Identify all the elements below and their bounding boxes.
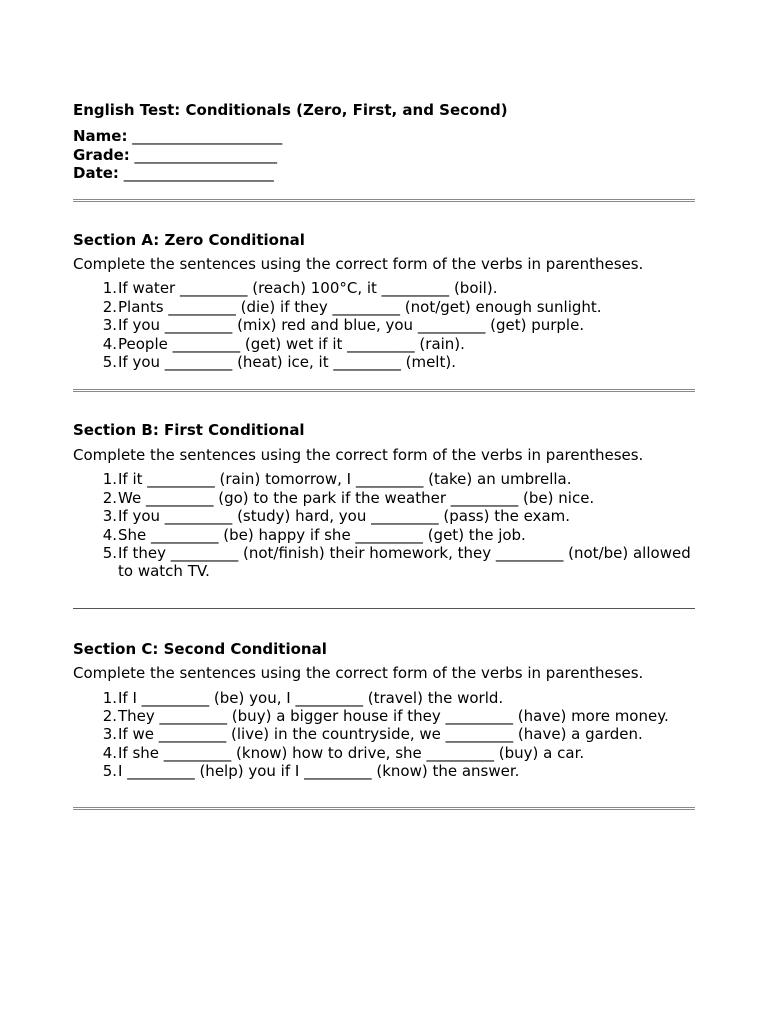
item-number: 3. (102, 725, 117, 744)
list-item (73, 725, 695, 743)
item-text: If they _________ (not/finish) their homework, they _________ (not/be) allowed to watch TV. (118, 543, 691, 581)
name-blank: ____________________ (132, 127, 283, 146)
divider (73, 608, 695, 609)
item-number: 1. (102, 470, 117, 489)
list-item (73, 353, 695, 371)
section-instructions: Complete the sentences using the correct form of the verbs in parentheses. (73, 445, 644, 464)
question-list (73, 470, 695, 580)
list-item (73, 489, 695, 507)
item-text: If she _________ (know) how to drive, she _________ (buy) a car. (118, 743, 585, 762)
section-heading: Section B: First Conditional (73, 421, 305, 440)
item-number: 4. (102, 334, 117, 353)
section-heading: Section A: Zero Conditional (73, 230, 305, 249)
list-item (73, 707, 695, 725)
list-item (73, 507, 695, 525)
item-text: If I _________ (be) you, I _________ (travel) the world. (118, 688, 504, 707)
item-text: If it _________ (rain) tomorrow, I _________ (take) an umbrella. (118, 470, 572, 489)
list-item (73, 689, 695, 707)
item-number: 2. (102, 297, 117, 316)
list-item (73, 279, 695, 297)
item-number: 5. (102, 762, 117, 781)
list-item (73, 544, 695, 581)
name-field (73, 127, 695, 145)
section-instructions: Complete the sentences using the correct form of the verbs in parentheses. (73, 664, 644, 683)
question-list (73, 279, 695, 371)
date-label: Date: (73, 164, 119, 183)
list-item (73, 335, 695, 353)
divider (73, 199, 695, 202)
item-number: 4. (102, 743, 117, 762)
document-body (73, 101, 695, 810)
item-number: 1. (102, 688, 117, 707)
item-text: If you _________ (heat) ice, it _________ (melt). (118, 353, 456, 372)
divider (73, 807, 695, 810)
item-number: 4. (102, 525, 117, 544)
item-text: If we _________ (live) in the countryside, we _________ (have) a garden. (118, 725, 643, 744)
item-text: Plants _________ (die) if they _________ (not/get) enough sunlight. (118, 297, 602, 316)
list-item (73, 762, 695, 780)
item-text: She _________ (be) happy if she _________ (get) the job. (118, 525, 526, 544)
divider (73, 389, 695, 392)
list-item (73, 298, 695, 316)
grade-label: Grade: (73, 145, 130, 164)
item-number: 3. (102, 507, 117, 526)
date-blank: ____________________ (123, 164, 274, 183)
item-number: 3. (102, 316, 117, 335)
item-number: 1. (102, 279, 117, 298)
grade-blank: ___________________ (134, 145, 278, 164)
item-number: 2. (102, 488, 117, 507)
item-number: 5. (102, 543, 117, 562)
item-text: They _________ (buy) a bigger house if they _________ (have) more money. (118, 706, 669, 725)
section-heading: Section C: Second Conditional (73, 639, 327, 658)
item-text: If water _________ (reach) 100°C, it _________ (boil). (118, 279, 498, 298)
section-a (73, 231, 695, 372)
item-number: 5. (102, 353, 117, 372)
list-item (73, 526, 695, 544)
page-title: English Test: Conditionals (Zero, First, and Second) (73, 101, 508, 119)
item-text: I _________ (help) you if I _________ (know) the answer. (118, 762, 520, 781)
item-text: If you _________ (study) hard, you _________ (pass) the exam. (118, 507, 571, 526)
question-list (73, 689, 695, 781)
name-label: Name: (73, 127, 128, 146)
date-field (73, 164, 695, 182)
item-text: People _________ (get) wet if it _________ (rain). (118, 334, 465, 353)
item-text: If you _________ (mix) red and blue, you _________ (get) purple. (118, 316, 585, 335)
section-c (73, 640, 695, 781)
section-instructions: Complete the sentences using the correct form of the verbs in parentheses. (73, 255, 644, 274)
item-number: 2. (102, 706, 117, 725)
grade-field (73, 146, 695, 164)
item-text: We _________ (go) to the park if the weather _________ (be) nice. (118, 488, 595, 507)
list-item (73, 316, 695, 334)
section-b (73, 421, 695, 580)
list-item (73, 470, 695, 488)
list-item (73, 744, 695, 762)
